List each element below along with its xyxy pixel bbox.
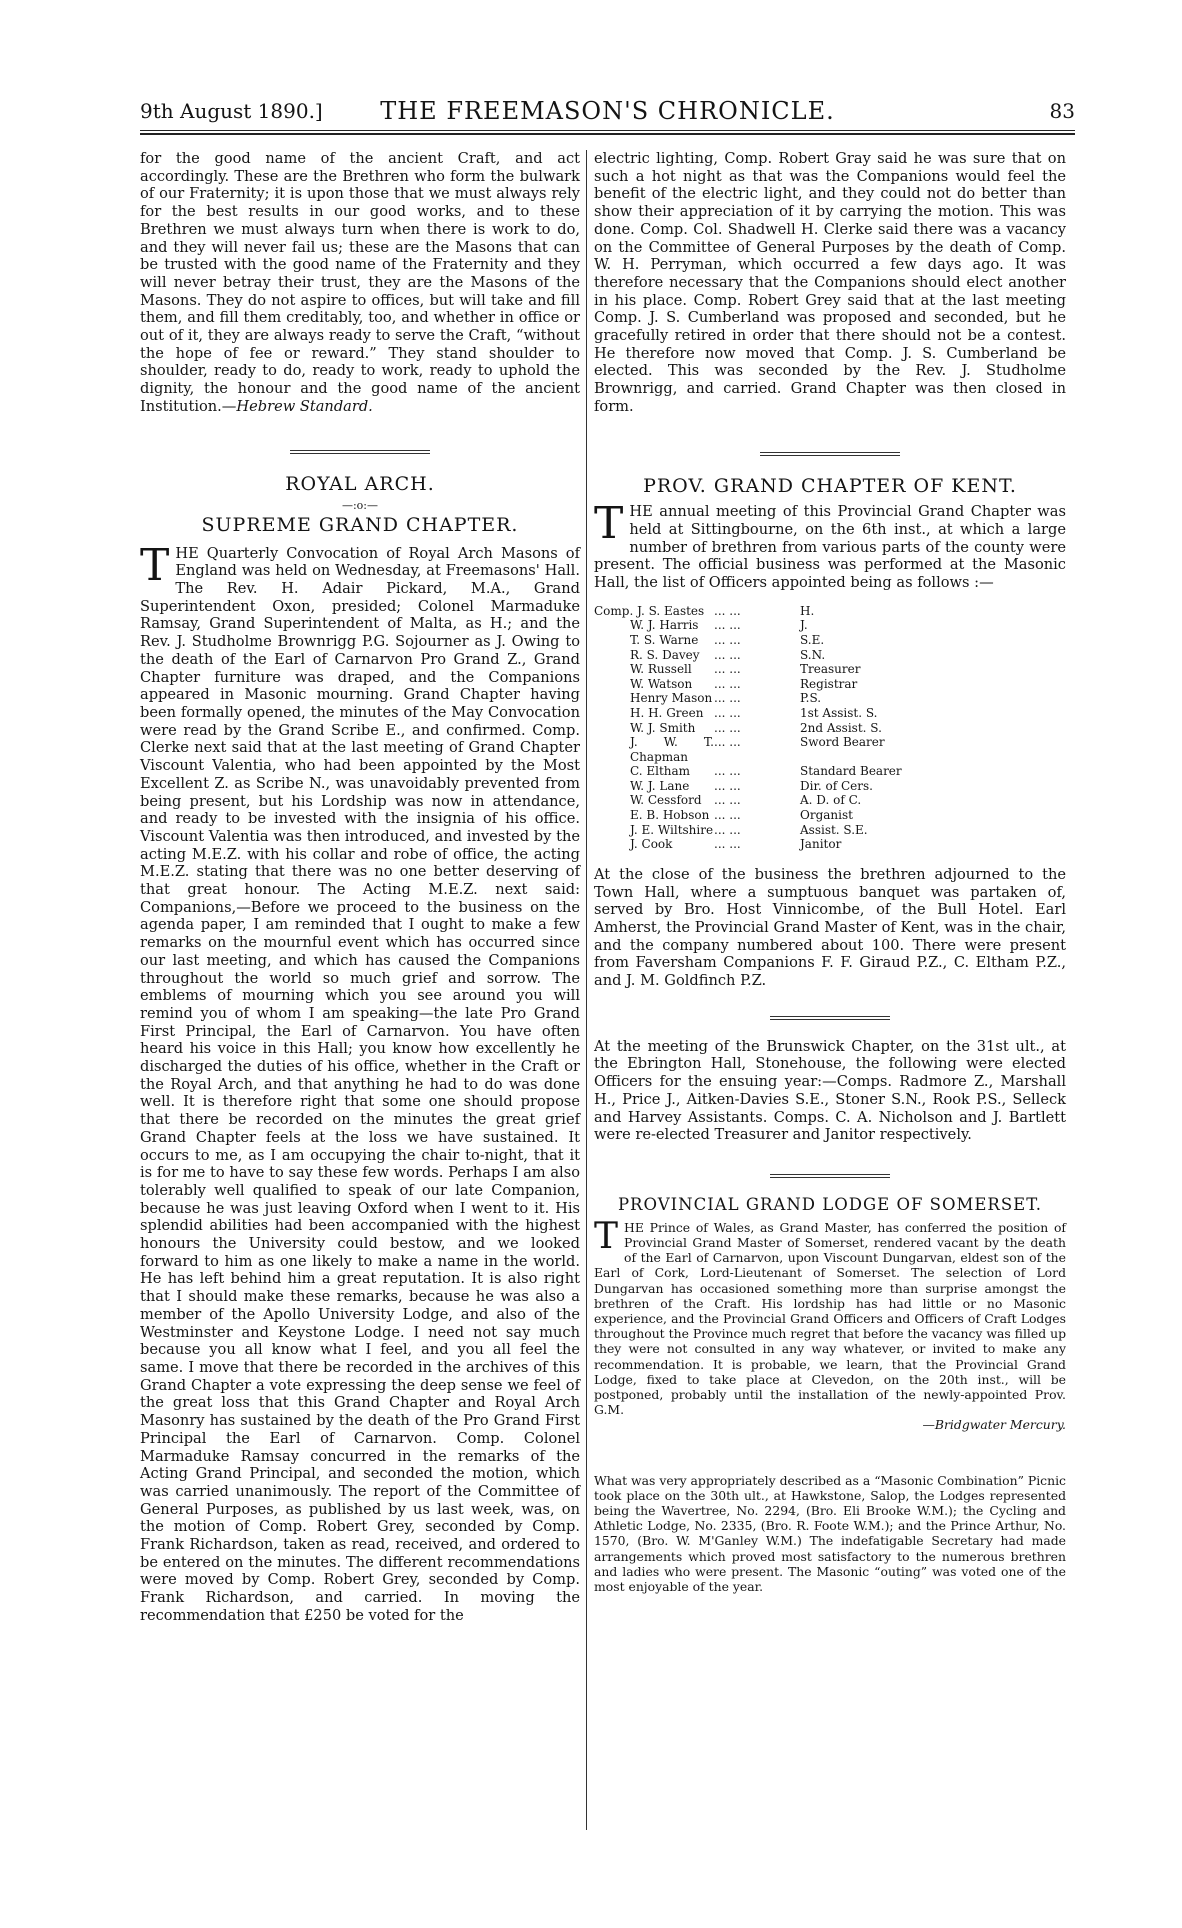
- somerset-text: HE Prince of Wales, as Grand Master, has conferred the position of Provincial Grand Master of Somerset, rendered vacant by the death of the Earl of Carnarvon, upon Viscount Dungarvan, eldest son of the Earl of Cork, Lord-Lieutenant of Somerset. The selection of Lord Dungarvan has occasioned something more than surprise amongst the brethren of the Craft. His lordship has had little or no Masonic experience, and the Provincial Grand Officers and Officers of Craft Lodges throughout the Province much regret that before the vacancy was filled up they were not consulted in any way whatever, or invited to make any recommendation. It is probable, we learn, that the Provincial Grand Lodge, fixed to take place at Clevedon, on the 20th inst., will be postponed, probably until the installation of the newly-appointed Prov. G.M.: [594, 1219, 1066, 1418]
- left-column: [140, 150, 580, 1625]
- officer-role: A. D. of C.: [800, 793, 862, 808]
- officer-row: [594, 808, 1066, 823]
- officer-name: W. Watson: [630, 676, 693, 691]
- kent-intro-text: HE annual meeting of this Provincial Grand Chapter was held at Sittingbourne, on the 6th inst., at which a large number of brethren from various parts of the county were present. The official business was performed at the Masonic Hall, the list of Officers appointed being as follows :—: [594, 503, 1066, 592]
- officer-leader: ... ...: [714, 662, 741, 677]
- section-rule: [770, 1016, 890, 1020]
- picnic-paragraph: What was very appropriately described as a “Masonic Combination” Picnic took place on the 30th ult., at Hawkstone, Salop, the Lodges represented being the Wavertree, No. 2294, (Bro. Eli Brooke W.M.); the Cycling and Athletic Lodge, No. 2335, (Bro. R. Foote W.M.); and the Prince Arthur, No. 1570, (Bro. W. M'Ganley W.M.) The indefatigable Secretary had made arrangements which proved most satisfactory to the numerous brethren and ladies who were present. The Masonic “outing” was voted one of the most enjoyable of the year.: [594, 1472, 1066, 1594]
- column-divider: [586, 150, 587, 1830]
- intro-source: Hebrew Standard.: [236, 397, 373, 415]
- officer-name: W. Cessford: [630, 793, 702, 808]
- officer-row: [594, 793, 1066, 808]
- page-number: 83: [1049, 99, 1075, 123]
- officer-leader: ... ...: [714, 676, 741, 691]
- drop-cap: T: [594, 1215, 619, 1257]
- officer-name: J. E. Wiltshire: [630, 822, 714, 837]
- officer-name: Comp. J. S. Eastes: [594, 603, 705, 618]
- officer-row: [594, 721, 1066, 736]
- officer-row: [594, 633, 1066, 648]
- officer-leader: ... ...: [714, 793, 741, 808]
- intro-paragraph: [140, 150, 580, 416]
- supreme-grand-chapter-body: [140, 539, 580, 1625]
- officer-leader: ... ...: [714, 778, 741, 793]
- officer-role: J.: [800, 618, 808, 633]
- officer-role: Standard Bearer: [800, 764, 902, 779]
- section-rule: [760, 452, 900, 456]
- officer-leader: ... ...: [714, 647, 741, 662]
- officer-role: Treasurer: [800, 662, 861, 677]
- officer-role: Janitor: [800, 837, 842, 852]
- officer-leader: ... ...: [714, 691, 741, 706]
- supreme-text: HE Quarterly Convocation of Royal Arch Masons of England was held on Wednesday, at Freemasons' Hall. The Rev. H. Adair Pickard, M.A., Grand Superintendent Oxon, presided; Colonel Marmaduke Ramsay, Grand Superintendent of Malta, as H.; and the Rev. J. Studholme Brownrigg P.G. Sojourner as J. Owing to the death of the Earl of Carnarvon Pro Grand Z., Grand Chapter furniture was draped, and the Companions appeared in Masonic mourning. Grand Chapter having been formally opened, the minutes of the May Convocation were read by the Grand Scribe E., and confirmed. Comp. Clerke next said that at the last meeting of Grand Chapter Viscount Valentia, who had been appointed by the Most Excellent Z. as Scribe N., was unavoidably prevented from being present, but his Lordship was now in attendance, and ready to be invested with the insignia of his office. Viscount Valentia was then introduced, and invested by the acting M.E.Z. with his collar and robe of office, the acting M.E.Z. stating that there was no one better deserving of that great honour. The Acting M.E.Z. next said: Companions,—Before we proceed to the business on the agenda paper, I am reminded that I ought to make a few remarks on the mournful event which has occurred since our last meeting, and which has caused the Companions throughout the world so much grief and sorrow. The emblems of mourning which you see around you will remind you of whom I am speaking—the late Pro Grand First Principal, the Earl of Carnarvon. You have often heard his voice in this Hall; you know how excellently he discharged the duties of his office, whether in the Craft or the Royal Arch, and that anything he had to do was done well. It is therefore right that some one should propose that there be recorded on the minutes the great grief Grand Chapter feels at the loss we have sustained. It occurs to me, as I am occupying the chair to-night, that it is for me to have to say these few words. Perhaps I am also tolerably well qualified to speak of our late Companion, because he was just leaving Oxford when I went to it. His splendid abilities had been accompanied with the highest honours the University could bestow, and we looked forward to him as one likely to make a name in the world. He has left behind him a great reputation. It is also right that I should make these remarks, because he was also a member of the Apollo University Lodge, and also of the Westminster and Keystone Lodge. I need not say much because you all know what I feel, and you all feel the same. I move that there be recorded in the archives of this Grand Chapter a vote expressing the deep sense we feel of the great loss that this Grand Chapter and Royal Arch Masonry has sustained by the death of the Pro Grand First Principal the Earl of Carnarvon. Comp. Colonel Marmaduke Ramsay concurred in the remarks of the Acting Grand Principal, and seconded the motion, which was carried unanimously. The report of the Committee of General Purposes, as published by us last week, was, on the motion of Comp. Robert Grey, seconded by Comp. Frank Richardson, taken as read, received, and ordered to be entered on the minutes. The different recommendations were moved by Comp. Robert Grey, seconded by Comp. Frank Richardson, and carried. In moving the recommendation that £250 be voted for the: [140, 544, 580, 1624]
- header-rule-thick: [140, 133, 1075, 135]
- officer-role: Registrar: [800, 676, 858, 691]
- officer-role: H.: [800, 603, 815, 618]
- officer-leader: ... ...: [714, 632, 741, 647]
- continuation-paragraph: electric lighting, Comp. Robert Gray said he was sure that on such a hot night as that was the Companions would feel the benefit of the electric light, and they could not do better than show their appreciation of it by carrying the motion. This was done. Comp. Col. Shadwell H. Clerke said there was a vacancy on the Committee of General Purposes by the death of Comp. W. H. Perryman, which occurred a few days ago. It was therefore necessary that the Companions should elect another in his place. Comp. Robert Grey said that at the last meeting Comp. J. S. Cumberland was proposed and seconded, but he gracefully retired in order that there should not be a contest. He therefore now moved that Comp. J. S. Cumberland be elected. This was seconded by the Rev. J. Studholme Brownrigg, and carried. Grand Chapter was then closed in form.: [594, 150, 1066, 415]
- section-rule: [770, 1174, 890, 1178]
- officer-role: 1st Assist. S.: [800, 705, 878, 720]
- officer-row: [594, 691, 1066, 706]
- officer-leader: ... ...: [714, 822, 741, 837]
- header-rule: [140, 130, 1075, 131]
- officer-name: J. Cook: [630, 837, 673, 852]
- ornament-separator: —:o:—: [341, 499, 379, 513]
- officer-role: P.S.: [800, 691, 822, 706]
- officer-leader: ... ...: [714, 735, 741, 750]
- officer-role: S.N.: [800, 647, 826, 662]
- officer-name: J. W. T. Chapman: [630, 735, 714, 764]
- issue-date: 9th August 1890.]: [140, 99, 323, 123]
- brunswick-paragraph: At the meeting of the Brunswick Chapter, on the 31st ult., at the Ebrington Hall, Stonehouse, the following were elected Officers for the ensuing year:—Comps. Radmore Z., Marshall H., Price J., Aitken-Davies S.E., Stoner S.N., Rook P.S., Selleck and Harvey Assistants. Comps. C. A. Nicholson and J. Bartlett were re-elected Treasurer and Janitor respectively.: [594, 1037, 1066, 1144]
- officer-role: Organist: [800, 808, 853, 823]
- royal-arch-heading: ROYAL ARCH.: [285, 472, 435, 495]
- officer-name: R. S. Davey: [630, 647, 700, 662]
- officer-role: 2nd Assist. S.: [800, 720, 882, 735]
- officer-role: Sword Bearer: [800, 735, 885, 750]
- officer-leader: ... ...: [714, 720, 741, 735]
- officer-row: [594, 648, 1066, 663]
- page-header: [140, 95, 1075, 131]
- officer-row: [594, 735, 1066, 764]
- supreme-grand-chapter-heading: SUPREME GRAND CHAPTER.: [201, 513, 519, 536]
- somerset-body: [594, 1215, 1066, 1418]
- officer-row: [594, 779, 1066, 794]
- intro-text: for the good name of the ancient Craft, and act accordingly. These are the Brethren who form the bulwark of our Fraternity; it is upon those that we must always rely for the best results in our good works, and to these Brethren we must always turn when there is work to do, and they will never fail us; these are the Masons that can be trusted with the good name of the Fraternity and they will never betray their trust, they are the Masons of the Masons. They do not aspire to offices, but will take and fill them, and fill them creditably, too, and whether in office or out of it, they are always ready to serve the Craft, “without the hope of fee or reward.” They stand shoulder to shoulder, ready to do, ready to work, ready to uphold the dignity, the honour and the good name of the ancient Institution.—: [140, 150, 580, 415]
- somerset-source: —Bridgwater Mercury.: [922, 1417, 1066, 1433]
- officer-name: W. J. Smith: [630, 720, 696, 735]
- kent-closing-paragraph: At the close of the business the brethren adjourned to the Town Hall, where a sumptuous banquet was partaken of, served by Bro. Host Vinnicombe, of the Bull Hotel. Earl Amherst, the Provincial Grand Master of Kent, was in the chair, and the company numbered about 100. There were present from Faversham Companions F. F. Giraud P.Z., C. Eltham P.Z., and J. M. Goldfinch P.Z.: [594, 865, 1066, 990]
- officer-role: Assist. S.E.: [800, 822, 868, 837]
- officer-leader: ... ...: [714, 837, 741, 852]
- kent-heading: PROV. GRAND CHAPTER OF KENT.: [643, 474, 1017, 497]
- somerset-heading: PROVINCIAL GRAND LODGE OF SOMERSET.: [617, 1195, 1043, 1214]
- officer-name: W. J. Harris: [630, 618, 699, 633]
- officer-leader: ... ...: [714, 764, 741, 779]
- officer-name: E. B. Hobson: [630, 808, 710, 823]
- officer-name: W. J. Lane: [630, 778, 690, 793]
- officer-row: [594, 604, 1066, 619]
- kent-intro: [594, 498, 1066, 592]
- officer-row: [594, 764, 1066, 779]
- officer-leader: ... ...: [714, 705, 741, 720]
- officer-row: [594, 662, 1066, 677]
- officer-row: [594, 837, 1066, 852]
- officer-leader: ... ...: [714, 618, 741, 633]
- officer-row: [594, 618, 1066, 633]
- officer-row: [594, 677, 1066, 692]
- officer-role: Dir. of Cers.: [800, 778, 873, 793]
- section-rule: [290, 450, 430, 454]
- officer-leader: ... ...: [714, 603, 741, 618]
- drop-cap: T: [594, 498, 624, 550]
- officer-leader: ... ...: [714, 808, 741, 823]
- publication-title: THE FREEMASON'S CHRONICLE.: [380, 97, 835, 125]
- officer-row: [594, 823, 1066, 838]
- officer-role: S.E.: [800, 632, 825, 647]
- officer-name: C. Eltham: [630, 764, 691, 779]
- drop-cap: T: [140, 539, 170, 591]
- officer-name: W. Russell: [630, 662, 692, 677]
- right-column: [594, 150, 1066, 1594]
- officer-name: T. S. Warne: [630, 632, 699, 647]
- officer-name: Henry Mason: [630, 691, 713, 706]
- officer-row: [594, 706, 1066, 721]
- officer-name: H. H. Green: [630, 705, 704, 720]
- officers-list: [594, 604, 1066, 852]
